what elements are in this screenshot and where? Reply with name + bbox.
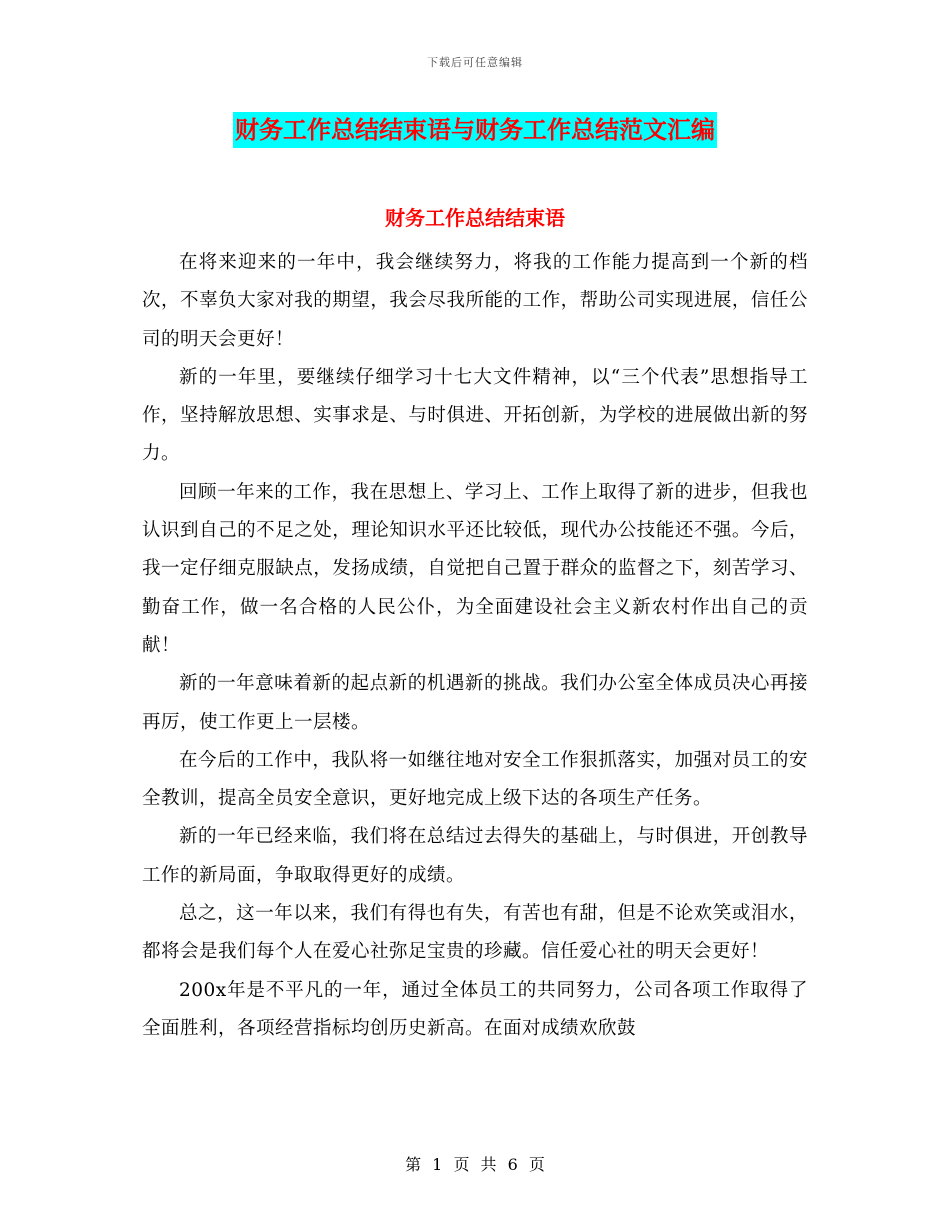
paragraph: 在将来迎来的一年中，我会继续努力，将我的工作能力提高到一个新的档次，不辜负大家对我的期望，我会尽我所能的工作，帮助公司实现进展，信任公司的明天会更好！: [142, 252, 808, 350]
document-body: [142, 244, 808, 1048]
document-title: 财务工作总结结束语与财务工作总结范文汇编: [233, 112, 717, 148]
paragraph: 新的一年里，要继续仔细学习十七大文件精神，以“三个代表”思想指导工作，坚持解放思想、实事求是、与时俱进、开拓创新，为学校的进展做出新的努力。: [142, 366, 808, 465]
paragraph: 在今后的工作中，我队将一如继往地对安全工作狠抓落实，加强对员工的安全教训，提高全员安全意识，更好地完成上级下达的各项生产任务。: [142, 749, 808, 810]
page-footer: 第 1 页 共 6 页: [405, 1155, 545, 1174]
section-title: 财务工作总结结束语: [385, 206, 565, 230]
paragraph: 新的一年已经来临，我们将在总结过去得失的基础上，与时俱进，开创教导工作的新局面，争取取得更好的成绩。: [142, 826, 808, 886]
header-note: 下载后可任意编辑: [427, 56, 523, 69]
paragraph: 200x年是不平凡的一年，通过全体员工的共同努力，公司各项工作取得了全面胜利，各项经营指标均创历史新高。在面对成绩欢欣鼓: [142, 979, 808, 1039]
paragraph: 回顾一年来的工作，我在思想上、学习上、工作上取得了新的进步，但我也认识到自己的不足之处，理论知识水平还比较低，现代办公技能还不强。今后，我一定仔细克服缺点，发扬成绩，自觉把自己置于群众的监督之下，刻苦学习、勤奋工作，做一名合格的人民公仆，为全面建设社会主义新农村作出自己的贡献！: [142, 481, 808, 656]
paragraph: 总之，这一年以来，我们有得也有失，有苦也有甜，但是不论欢笑或泪水，都将会是我们每个人在爱心社弥足宝贵的珍藏。信任爱心社的明天会更好！: [142, 903, 808, 963]
paragraph: 新的一年意味着新的起点新的机遇新的挑战。我们办公室全体成员决心再接再厉，使工作更上一层楼。: [142, 673, 808, 733]
document-title-container: [0, 112, 950, 148]
